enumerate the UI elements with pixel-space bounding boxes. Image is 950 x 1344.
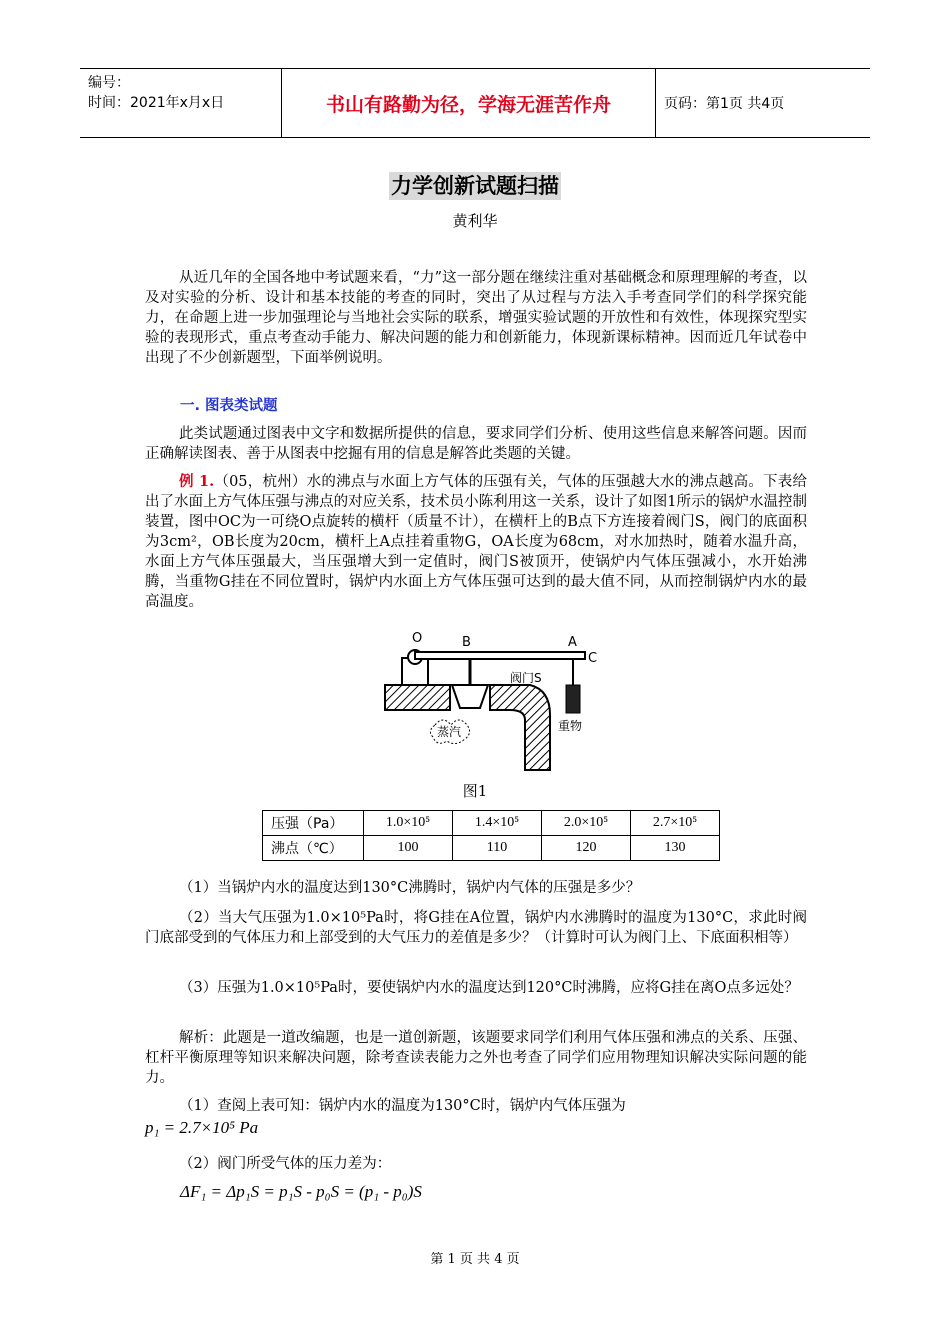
question-1: （1）当锅炉内水的温度达到130°C沸腾时，锅炉内气体的压强是多少？ [179, 880, 641, 896]
row-header-boiling: 沸点（℃） [263, 836, 364, 861]
label-c: C [588, 651, 598, 666]
example-paragraph [145, 472, 807, 612]
section-heading: 一. 图表类试题 [180, 398, 278, 414]
cell-pressure: 2.7×10⁵ [631, 811, 720, 836]
lever-oc [415, 652, 585, 659]
pressure-boiling-table [262, 810, 720, 861]
cell-pressure: 2.0×10⁵ [542, 811, 631, 836]
document-title-wrap [0, 170, 950, 200]
header-meta [80, 69, 282, 137]
page-header [80, 68, 870, 138]
header-motto: 书山有路勤为径，学海无涯苦作舟 [282, 69, 656, 137]
weight-g [566, 685, 580, 713]
answer-2: （2）阀门所受气体的压力差为： [179, 1156, 392, 1172]
cell-boiling: 120 [542, 836, 631, 861]
table-row [263, 836, 720, 861]
cell-boiling: 130 [631, 836, 720, 861]
document-title: 力学创新试题扫描 [391, 174, 559, 198]
answer-1-equation: p₁ = 2.7×10⁵ Pa [145, 1118, 259, 1137]
label-o: O [412, 631, 423, 646]
label-steam: 蒸汽 [437, 725, 462, 739]
question-2: （2）当大气压强为1.0×10⁵Pa时，将G挂在A位置，锅炉内水沸腾时的温度为130°C，求此时阀门底部受到的气体压力和上部受到的大气压力的差值是多少？（计算时可认为阀门上、下底面积相等） [145, 910, 807, 946]
label-a: A [568, 635, 577, 650]
boiler-wall-right [490, 685, 550, 770]
label-weight: 重物 [558, 719, 583, 733]
label-valve: 阀门S [510, 671, 542, 685]
example-text: （05，杭州）水的沸点与水面上方气体的压强有关，气体的压强越大水的沸点越高。下表给出了水面上方气体压强与沸点的对应关系，技术员小陈利用这一关系，设计了如图1所示的锅炉水温控制装置，图中OC为一可绕O点旋转的横杆（质量不计），在横杆上的B点下方连接着阀门S，阀门的底面积为3cm²，OB长度为20cm，横杆上A点挂着重物G，OA长度为68cm，对水加热时，随着水温升高，水面上方气体压强最大，当压强增大到一定值时，阀门S被顶开，使锅炉内气体压强减小，水开始沸腾，当重物G挂在不同位置时，锅炉内水面上方气体压强可达到的最大值不同，从而控制锅炉内水的最高温度。 [145, 474, 808, 610]
number-label: 编号： [88, 75, 130, 91]
row-header-pressure: 压强（Pa） [263, 811, 364, 836]
example-label: 例 1. [179, 473, 215, 490]
time-label: 时间：2021年x月x日 [88, 95, 225, 111]
boiler-figure [380, 630, 605, 775]
figure-caption: 图1 [462, 782, 488, 800]
header-page-info: 页码：第1页 共4页 [664, 96, 785, 112]
table-row [263, 811, 720, 836]
page-footer: 第 1 页 共 4 页 [430, 1252, 520, 1267]
cell-pressure: 1.0×10⁵ [364, 811, 453, 836]
valve-s [452, 685, 488, 708]
analysis-paragraph: 解析：此题是一道改编题，也是一道创新题，该题要求同学们利用气体压强和沸点的关系、压强、杠杆平衡原理等知识来解决问题，除考查读表能力之外也考查了同学们应用物理知识解决实际问题的能力。 [145, 1030, 807, 1086]
boiler-wall-left [385, 685, 450, 710]
section-paragraph: 此类试题通过图表中文字和数据所提供的信息，要求同学们分析、使用这些信息来解答问题。因而正确解读图表、善于从图表中挖掘有用的信息是解答此类题的关键。 [145, 426, 807, 462]
label-b: B [462, 635, 471, 650]
cell-pressure: 1.4×10⁵ [453, 811, 542, 836]
cell-boiling: 100 [364, 836, 453, 861]
cell-boiling: 110 [453, 836, 542, 861]
question-3: （3）压强为1.0×10⁵Pa时，要使锅炉内水的温度达到120°C时沸腾，应将G挂在离O点多远处？ [179, 980, 799, 996]
author: 黄利华 [452, 212, 498, 230]
intro-paragraph: 从近几年的全国各地中考试题来看，“力”这一部分题在继续注重对基础概念和原理理解的考查，以及对实验的分析、设计和基本技能的考查的同时，突出了从过程与方法入手考查同学们的科学探究能力，在命题上进一步加强理论与当地社会实际的联系，增强实验试题的开放性和有效性，体现探究型实验的表现形式，重点考查动手能力、解决问题的能力和创新能力，体现新课标精神。因而近几年试卷中出现了不少创新题型，下面举例说明。 [145, 270, 807, 366]
answer-1: （1）查阅上表可知：锅炉内水的温度为130°C时，锅炉内气体压强为 [179, 1098, 626, 1114]
answer-2-equation: ΔF₁ = Δp₁S = p₁S - p₀S = (p₁ - p₀)S [180, 1182, 422, 1201]
